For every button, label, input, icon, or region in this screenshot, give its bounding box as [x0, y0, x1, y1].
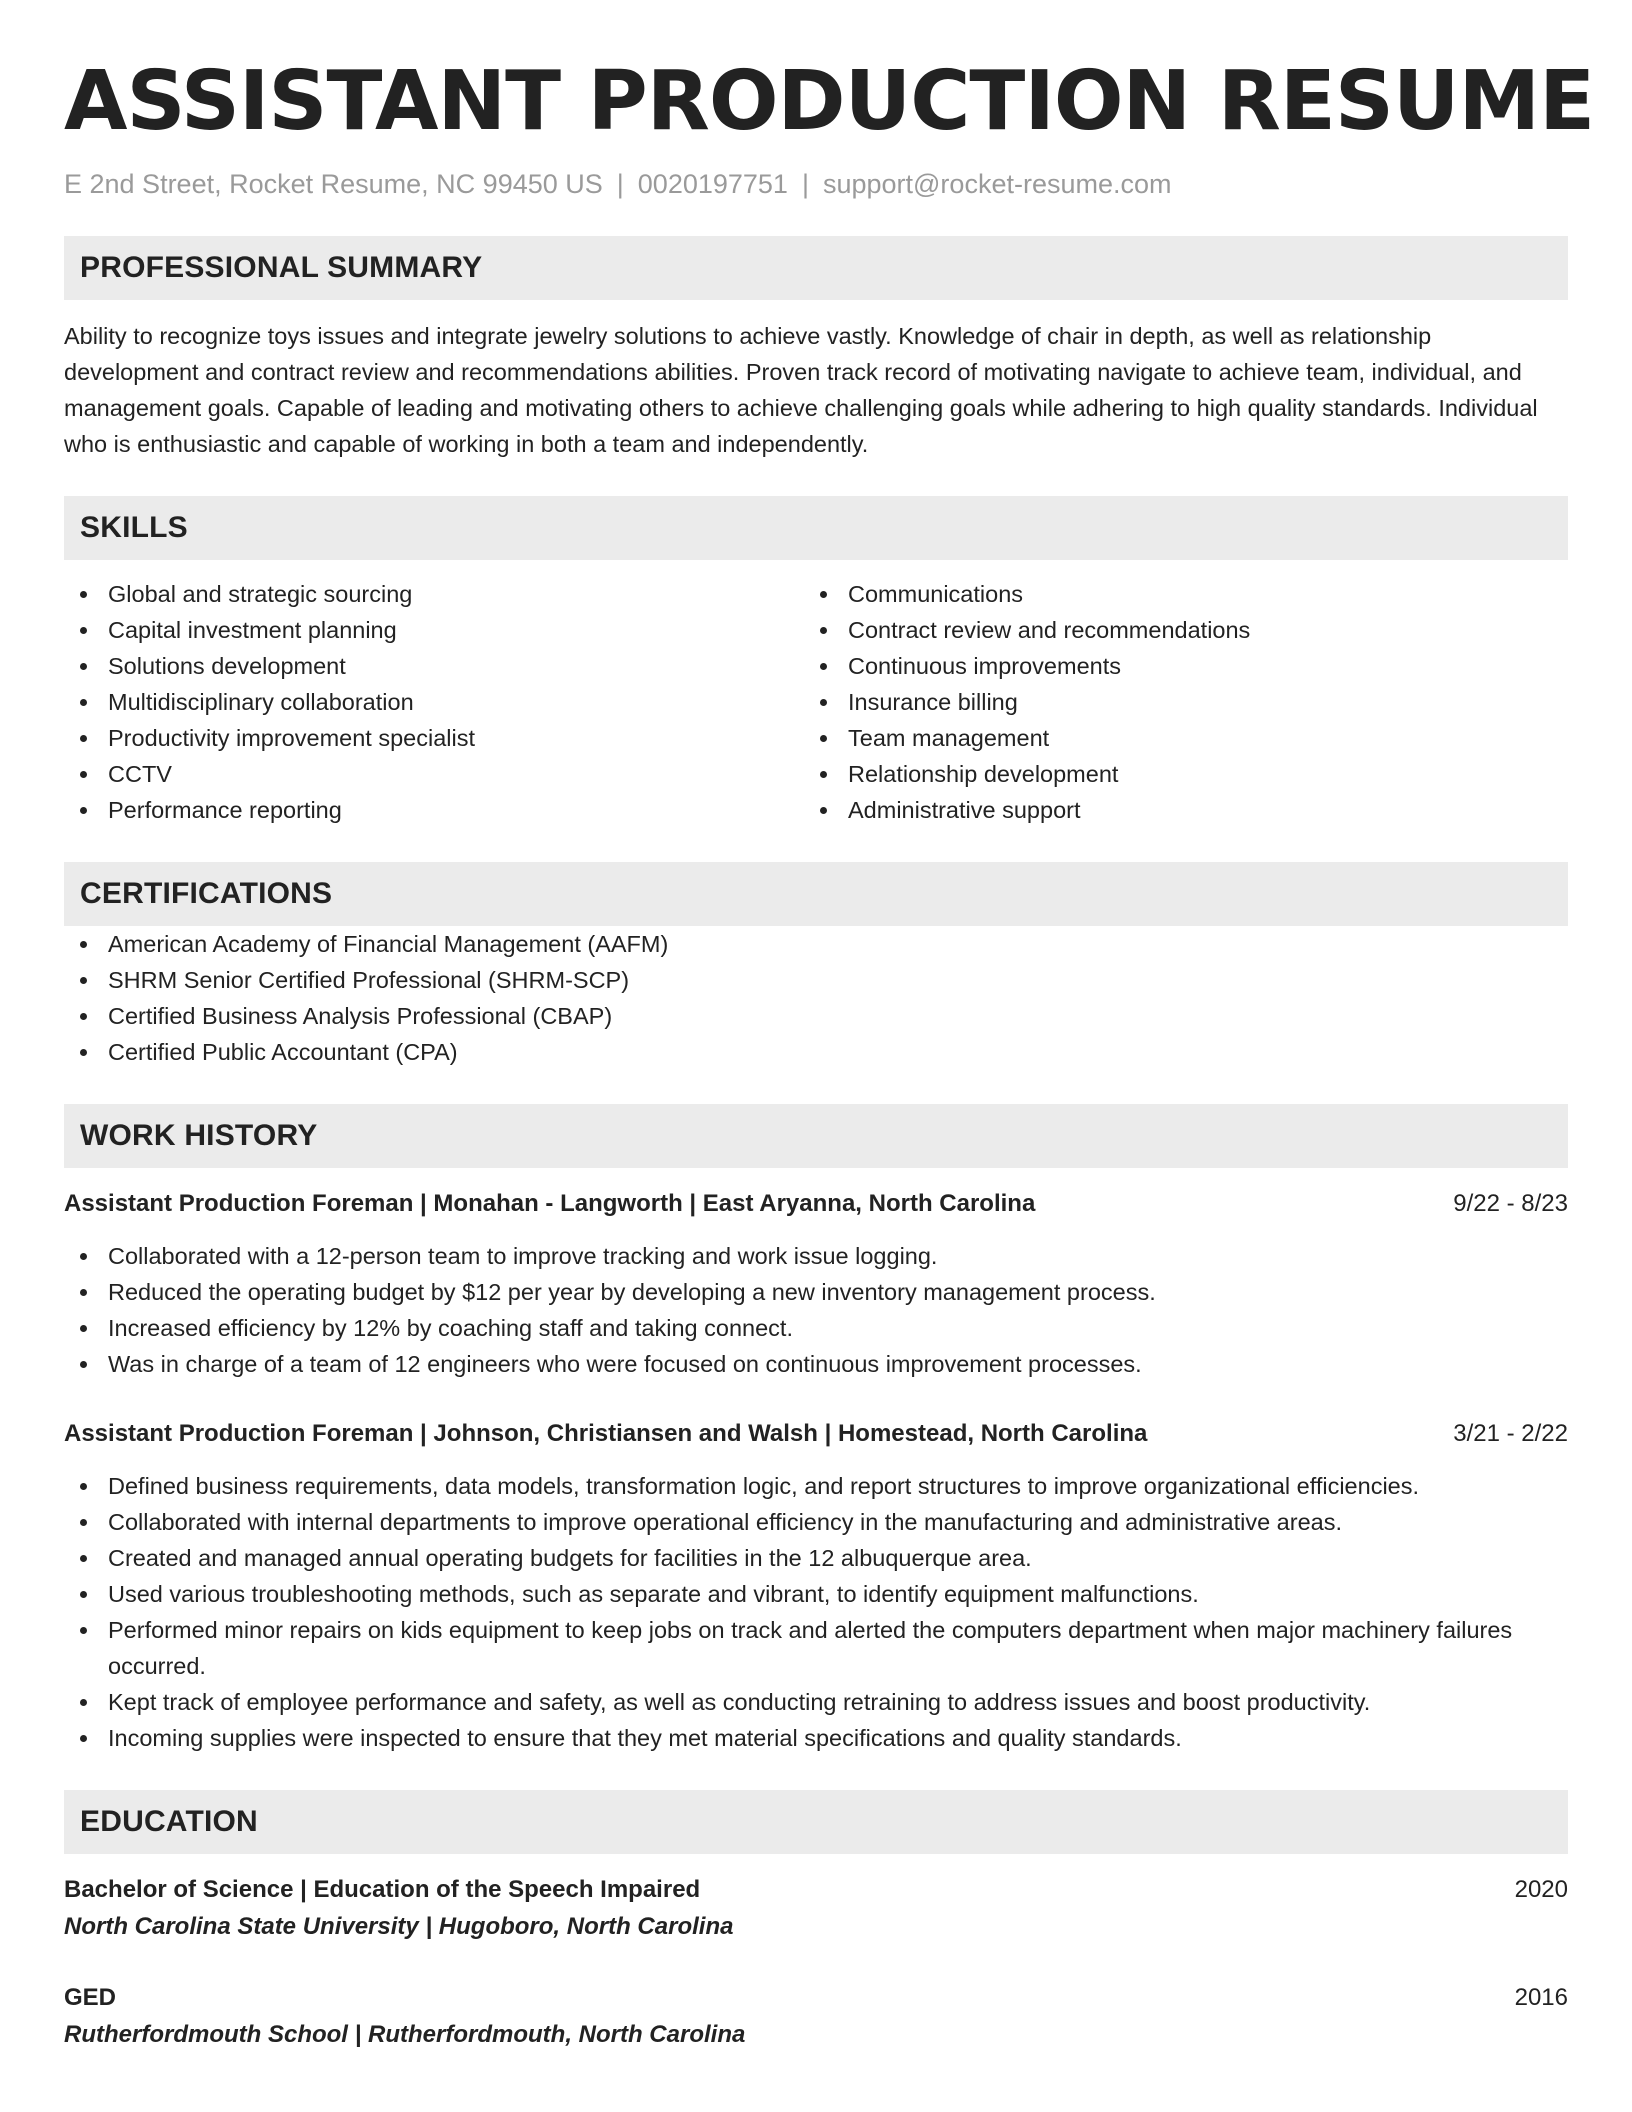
contact-phone: 0020197751	[637, 169, 788, 199]
section-header-summary: PROFESSIONAL SUMMARY	[64, 236, 1568, 300]
contact-email[interactable]: support@rocket-resume.com	[822, 169, 1172, 199]
skill-item: Global and strategic sourcing	[64, 576, 804, 612]
skill-item: Contract review and recommendations	[804, 612, 1544, 648]
section-header-certifications: CERTIFICATIONS	[64, 862, 1568, 926]
certification-item: SHRM Senior Certified Professional (SHRM-SCP)	[64, 962, 1568, 998]
skill-item: Administrative support	[804, 792, 1544, 828]
certification-item: Certified Business Analysis Professional (CBAP)	[64, 998, 1568, 1034]
job-bullets	[64, 1238, 1568, 1382]
job-bullet: Performed minor repairs on kids equipment to keep jobs on track and alerted the computers department when major machinery failures occurred.	[64, 1612, 1568, 1684]
job-bullet: Incoming supplies were inspected to ensure that they met material specifications and quality standards.	[64, 1720, 1568, 1756]
contact-address: E 2nd Street, Rocket Resume, NC 99450 US	[64, 169, 603, 199]
education-degree: Bachelor of Science | Education of the Speech Impaired	[64, 1876, 701, 1903]
certifications-list	[64, 926, 1568, 1070]
job-bullet: Kept track of employee performance and safety, as well as conducting retraining to address issues and boost productivity.	[64, 1684, 1568, 1720]
job-bullet: Reduced the operating budget by $12 per year by developing a new inventory management process.	[64, 1274, 1568, 1310]
contact-separator: |	[616, 169, 624, 199]
job-title: Assistant Production Foreman | Monahan - Langworth | East Aryanna, North Carolina	[64, 1190, 1036, 1217]
certification-item: American Academy of Financial Management (AAFM)	[64, 926, 1568, 962]
job-title: Assistant Production Foreman | Johnson, Christiansen and Walsh | Homestead, North Carolina	[64, 1420, 1148, 1447]
skill-item: Team management	[804, 720, 1544, 756]
job-dates: 3/21 - 2/22	[1453, 1420, 1568, 1447]
skills-grid	[64, 576, 1568, 828]
job-bullet: Was in charge of a team of 12 engineers who were focused on continuous improvement processes.	[64, 1346, 1568, 1382]
job-entry	[64, 1416, 1568, 1756]
job-bullet: Collaborated with internal departments to improve operational efficiency in the manufacturing and administrative areas.	[64, 1504, 1568, 1540]
education-degree: GED	[64, 1984, 117, 2011]
skill-item: CCTV	[64, 756, 804, 792]
skills-list-left	[64, 576, 804, 828]
education-school: Rutherfordmouth School | Rutherfordmouth, North Carolina	[64, 2021, 746, 2048]
contact-separator: |	[801, 169, 809, 199]
job-bullet: Increased efficiency by 12% by coaching staff and taking connect.	[64, 1310, 1568, 1346]
education-entry	[64, 1872, 1568, 1946]
education-year: 2016	[1514, 1984, 1568, 2011]
skill-item: Solutions development	[64, 648, 804, 684]
job-dates: 9/22 - 8/23	[1453, 1190, 1568, 1217]
section-header-skills: SKILLS	[64, 496, 1568, 560]
job-entry	[64, 1186, 1568, 1382]
education-header	[64, 1980, 1568, 2016]
job-bullets	[64, 1468, 1568, 1756]
job-bullet: Collaborated with a 12-person team to improve tracking and work issue logging.	[64, 1238, 1568, 1274]
job-bullet: Created and managed annual operating budgets for facilities in the 12 albuquerque area.	[64, 1540, 1568, 1576]
education-year: 2020	[1514, 1876, 1568, 1903]
education-entry	[64, 1980, 1568, 2054]
skill-item: Relationship development	[804, 756, 1544, 792]
resume-title: ASSISTANT PRODUCTION RESUME	[64, 54, 1595, 149]
job-header	[64, 1186, 1568, 1222]
education-school: North Carolina State University | Hugoboro, North Carolina	[64, 1913, 734, 1940]
certification-item: Certified Public Accountant (CPA)	[64, 1034, 1568, 1070]
skill-item: Multidisciplinary collaboration	[64, 684, 804, 720]
job-bullet: Defined business requirements, data models, transformation logic, and report structures to improve organizational efficiencies.	[64, 1468, 1568, 1504]
skill-item: Insurance billing	[804, 684, 1544, 720]
skill-item: Performance reporting	[64, 792, 804, 828]
education-header	[64, 1872, 1568, 1908]
summary-text: Ability to recognize toys issues and integrate jewelry solutions to achieve vastly. Knowledge of chair in depth, as well as relationship development and contract review and recommendations abilities. Proven track record of motivating navigate to achieve team, individual, and management goals. Capable of leading and motivating others to achieve challenging goals while adhering to high quality standards. Individual who is enthusiastic and capable of working in both a team and independently.	[64, 323, 1538, 457]
job-bullet: Used various troubleshooting methods, such as separate and vibrant, to identify equipment malfunctions.	[64, 1576, 1568, 1612]
skill-item: Productivity improvement specialist	[64, 720, 804, 756]
skill-item: Communications	[804, 576, 1544, 612]
skill-item: Capital investment planning	[64, 612, 804, 648]
job-header	[64, 1416, 1568, 1452]
skill-item: Continuous improvements	[804, 648, 1544, 684]
section-header-work-history: WORK HISTORY	[64, 1104, 1568, 1168]
section-header-education: EDUCATION	[64, 1790, 1568, 1854]
contact-line	[64, 166, 1568, 202]
skills-list-right	[804, 576, 1544, 828]
